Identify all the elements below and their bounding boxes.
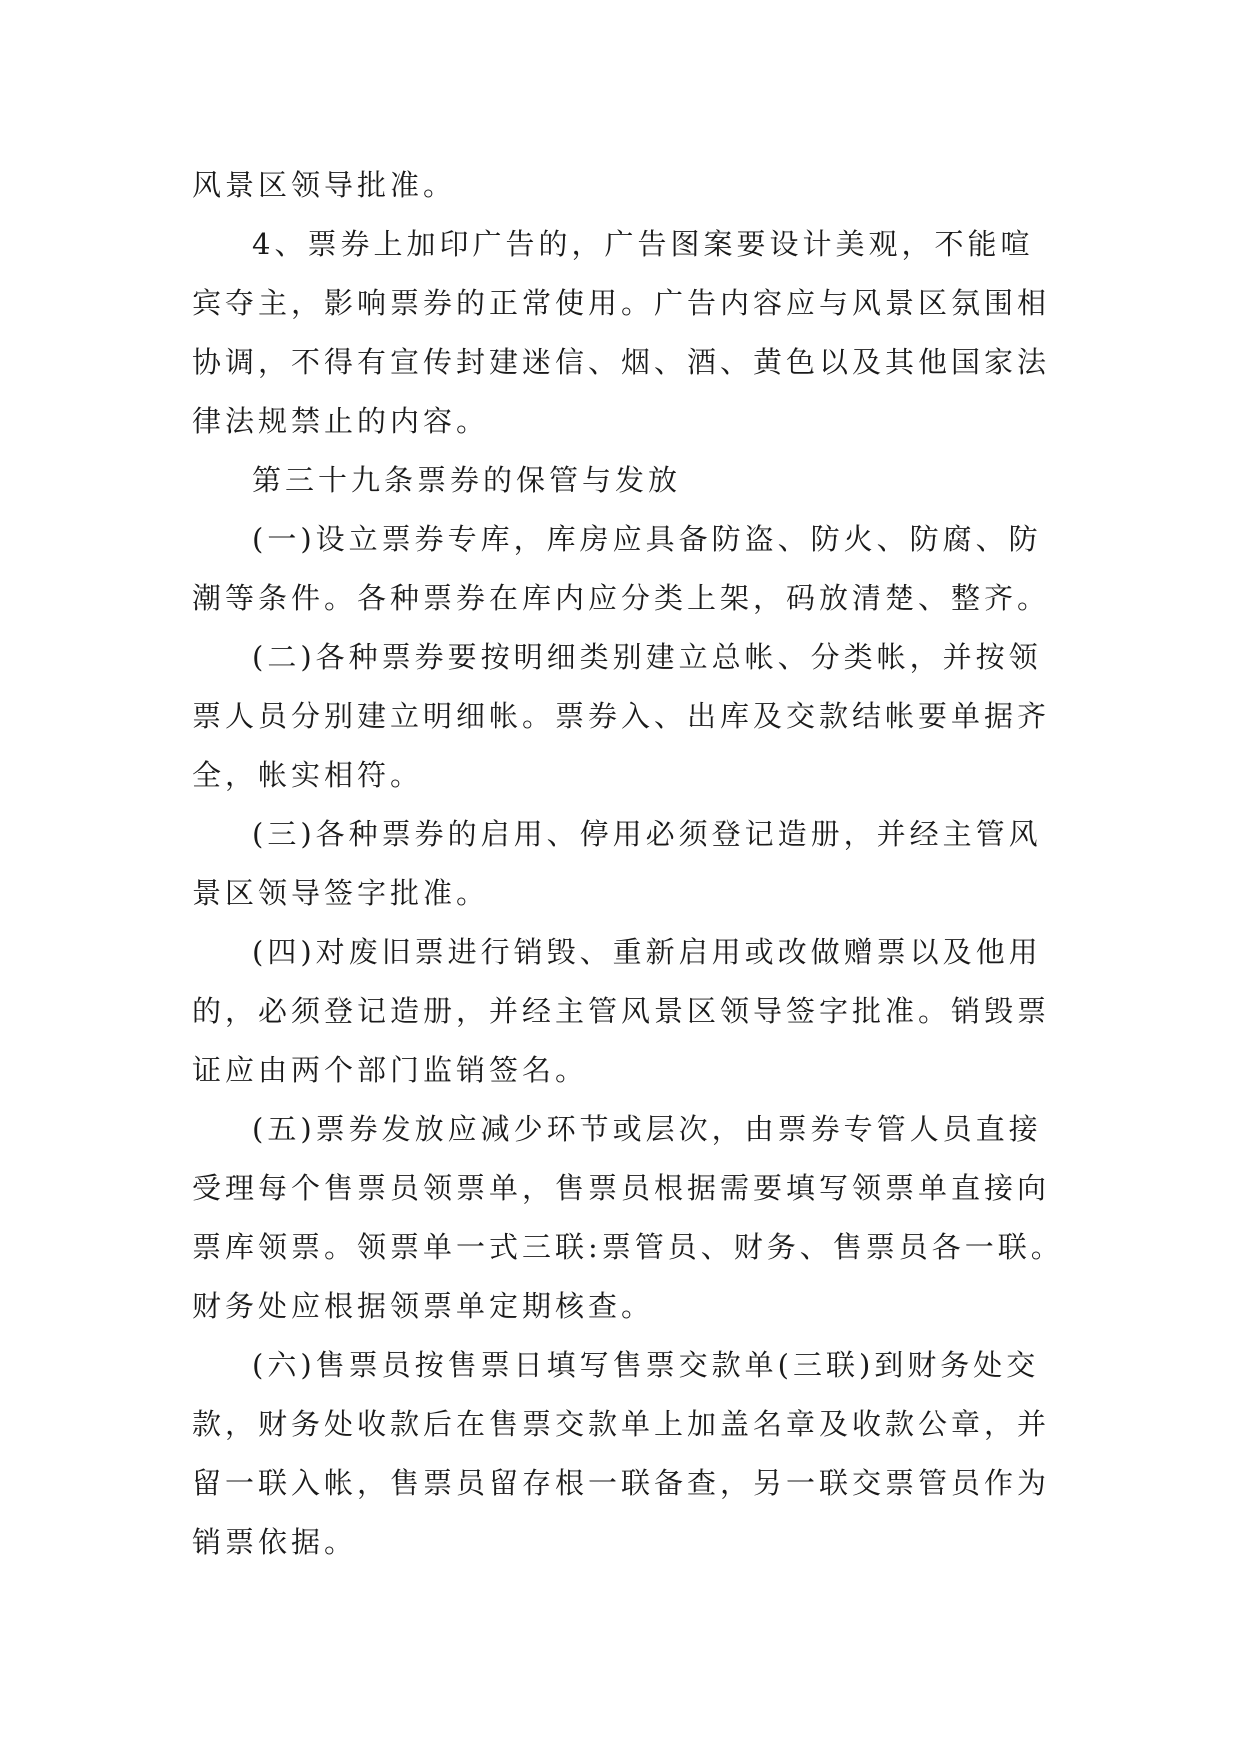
text-line: 受理每个售票员领票单，售票员根据需要填写领票单直接向 [192, 1171, 1051, 1205]
text-line: 律法规禁止的内容。 [192, 404, 490, 438]
text-line: 款，财务处收款后在售票交款单上加盖名章及收款公章，并 [192, 1407, 1051, 1441]
text-line: 票人员分别建立明细帐。票券入、出库及交款结帐要单据齐 [192, 699, 1051, 733]
section-heading: 第三十九条票券的保管与发放 [252, 463, 682, 497]
text-line: 宾夺主，影响票券的正常使用。广告内容应与风景区氛围相 [192, 286, 1051, 320]
text-line: 协调，不得有宣传封建迷信、烟、酒、黄色以及其他国家法 [192, 345, 1051, 379]
text-line: 销票依据。 [192, 1525, 358, 1559]
text-line: 留一联入帐，售票员留存根一联备查，另一联交票管员作为 [192, 1466, 1051, 1500]
text-line: 潮等条件。各种票券在库内应分类上架，码放清楚、整齐。 [192, 581, 1051, 615]
text-line: 4、票券上加印广告的，广告图案要设计美观，不能喧 [252, 227, 1034, 261]
text-line: (五)票券发放应减少环节或层次，由票券专管人员直接 [252, 1112, 1042, 1146]
text-line: (三)各种票券的启用、停用必须登记造册，并经主管风 [252, 817, 1042, 851]
text-line: 财务处应根据领票单定期核查。 [192, 1289, 655, 1323]
text-line: 证应由两个部门监销签名。 [192, 1053, 589, 1087]
text-line: (一)设立票券专库，库房应具备防盗、防火、防腐、防 [252, 522, 1042, 556]
text-line: (二)各种票券要按明细类别建立总帐、分类帐，并按领 [252, 640, 1042, 674]
text-line: 风景区领导批准。 [192, 168, 457, 202]
text-line: 的，必须登记造册，并经主管风景区领导签字批准。销毁票 [192, 994, 1051, 1028]
text-line: 景区领导签字批准。 [192, 876, 490, 910]
text-line: 全，帐实相符。 [192, 758, 424, 792]
text-line: (六)售票员按售票日填写售票交款单(三联)到财务处交 [252, 1348, 1040, 1382]
text-line: 票库领票。领票单一式三联:票管员、财务、售票员各一联。 [192, 1230, 1064, 1264]
text-line: (四)对废旧票进行销毁、重新启用或改做赠票以及他用 [252, 935, 1042, 969]
